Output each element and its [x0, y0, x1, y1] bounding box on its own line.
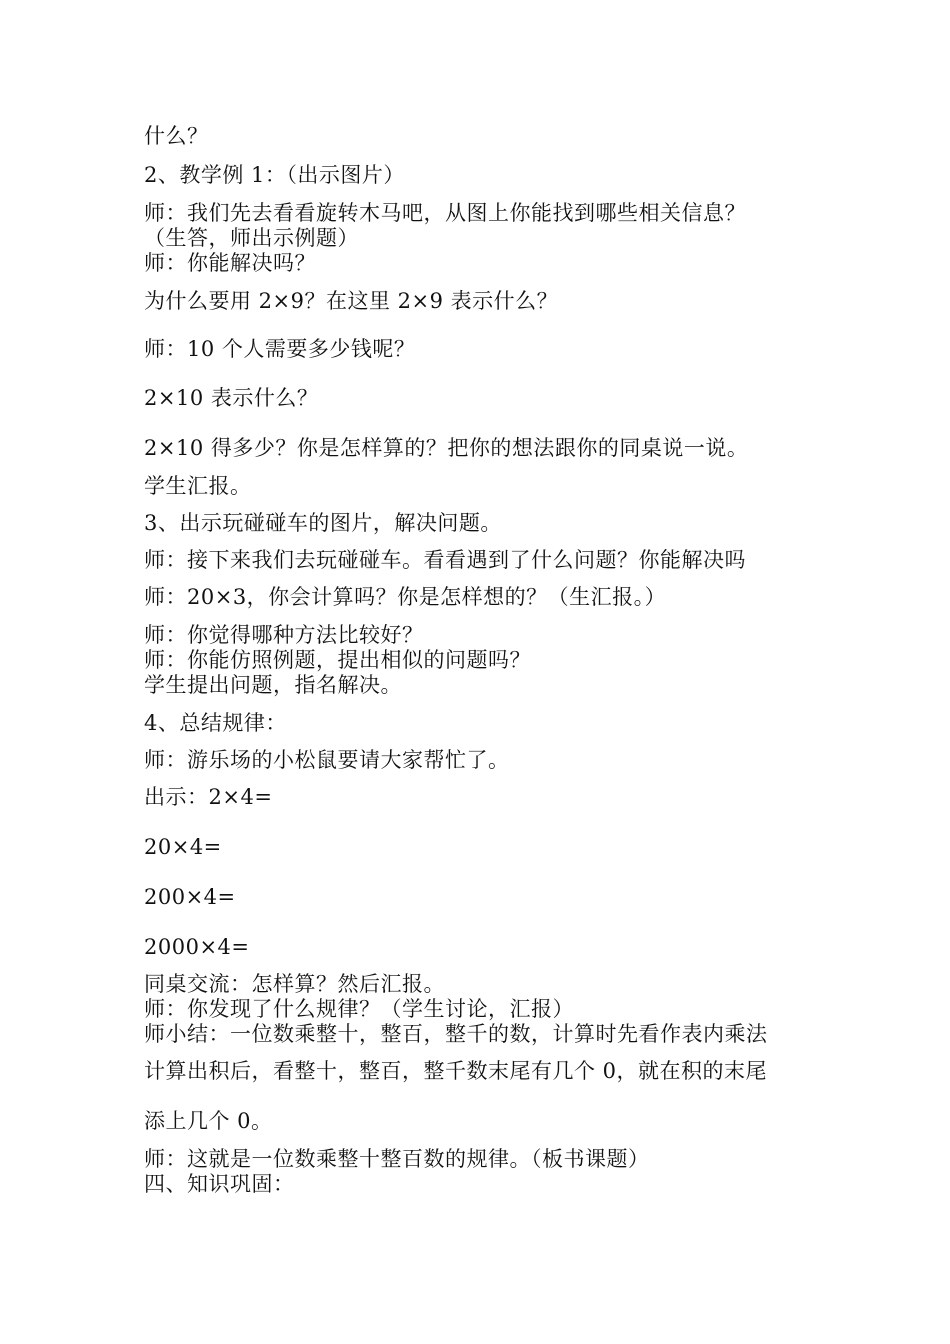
text-line: 师：你发现了什么规律？（学生讨论，汇报） [144, 997, 574, 1021]
text-line: 师：你觉得哪种方法比较好？ [144, 623, 424, 647]
section-heading: 四、知识巩固： [144, 1172, 295, 1196]
text-line: 出示：2×4= [144, 785, 273, 809]
text-line: 师：接下来我们去玩碰碰车。看看遇到了什么问题？你能解决吗 [144, 548, 746, 572]
text-line: 计算出积后，看整十，整百，整千数末尾有几个 0，就在积的末尾 [144, 1059, 768, 1083]
text-line: 师：你能解决吗？ [144, 251, 316, 275]
text-line: 师：10 个人需要多少钱呢？ [144, 337, 416, 361]
text-line: 师：游乐场的小松鼠要请大家帮忙了。 [144, 748, 510, 772]
text-line: 添上几个 0。 [144, 1109, 273, 1133]
formula-line: 200×4= [144, 885, 236, 909]
section-heading: 2、教学例 1：（出示图片） [144, 163, 405, 187]
text-line: 师小结：一位数乘整十，整百，整千的数，计算时先看作表内乘法 [144, 1022, 768, 1046]
text-line: 学生提出问题，指名解决。 [144, 673, 402, 697]
text-line: 什么？ [144, 124, 209, 148]
formula-line: 20×4= [144, 835, 222, 859]
section-heading: 3、出示玩碰碰车的图片，解决问题。 [144, 511, 502, 535]
text-line: 师：我们先去看看旋转木马吧，从图上你能找到哪些相关信息？ [144, 201, 746, 225]
text-line: 同桌交流：怎样算？然后汇报。 [144, 972, 445, 996]
text-line: 师：这就是一位数乘整十整百数的规律。（板书课题） [144, 1147, 650, 1171]
text-line: 学生汇报。 [144, 474, 252, 498]
formula-line: 2000×4= [144, 935, 250, 959]
text-line: 2×10 表示什么？ [144, 386, 319, 410]
text-line: 师：你能仿照例题，提出相似的问题吗？ [144, 648, 531, 672]
text-line: 2×10 得多少？你是怎样算的？把你的想法跟你的同桌说一说。 [144, 436, 749, 460]
text-line: （生答，师出示例题） [144, 226, 359, 250]
text-line: 师：20×3，你会计算吗？你是怎样想的？（生汇报。） [144, 585, 667, 609]
section-heading: 4、总结规律： [144, 711, 287, 735]
text-line: 为什么要用 2×9？在这里 2×9 表示什么？ [144, 289, 559, 313]
